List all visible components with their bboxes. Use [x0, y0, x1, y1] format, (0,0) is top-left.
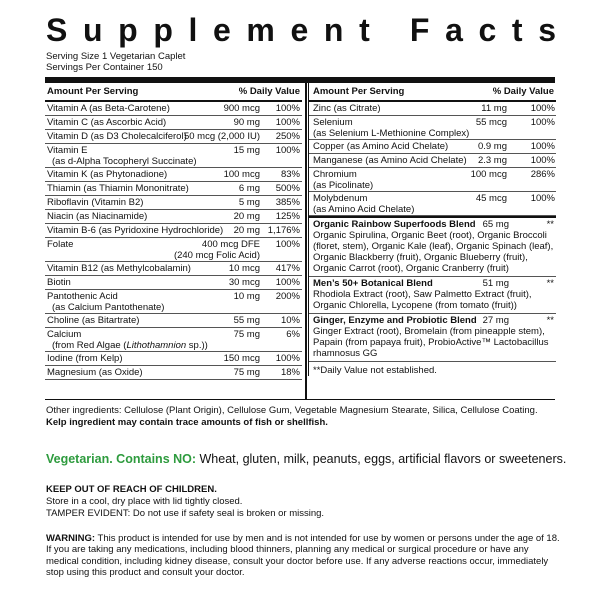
daily-value: 100%	[275, 353, 300, 364]
kelp-note: Kelp ingredient may contain trace amounts of fish or shellfish.	[46, 417, 328, 428]
nutrient-name	[47, 131, 187, 142]
daily-value: 100%	[530, 141, 555, 152]
blend-dv: **	[546, 315, 554, 326]
title-letter: m	[246, 12, 275, 48]
nutrient-label: Vitamin D (as D3 Cholecalciferol)	[47, 131, 187, 142]
blend-ingredients: Organic Spirulina, Organic Beet (root), Organic Broccoli (floret, stem), Organic Kale (leaf), Organic Spinach (leaf), Organic Blackberry (fruit), Organic Blueberry (fruit), Organic Carrot (root), Organic Cranberry (fruit)	[313, 230, 554, 274]
amount-header: Amount Per Serving	[313, 86, 405, 97]
dv-header: % Daily Value	[492, 86, 554, 97]
daily-value: 10%	[280, 315, 300, 326]
daily-value: 100%	[530, 117, 555, 128]
nutrient-amount	[478, 141, 507, 152]
blend-dv: **	[546, 219, 554, 230]
nutrient-amount	[471, 169, 507, 180]
daily-value: 250%	[275, 131, 300, 142]
left-row	[45, 238, 302, 262]
title-letter	[385, 12, 394, 48]
amount-value: 75 mg	[233, 329, 260, 340]
right-header	[309, 83, 556, 102]
daily-value: 200%	[275, 291, 300, 302]
right-row	[309, 102, 556, 116]
daily-value: 83%	[280, 169, 300, 180]
left-row	[45, 366, 302, 380]
nutrient-label: Vitamin B12 (as Methylcobalamin)	[47, 263, 191, 274]
amount-value: 90 mg	[233, 117, 260, 128]
title-letter: c	[478, 12, 497, 48]
nutrient-label: Vitamin A (as Beta-Carotene)	[47, 103, 170, 114]
amount-value: 55 mg	[233, 315, 260, 326]
other-ingredients: Other ingredients: Cellulose (Plant Origin), Cellulose Gum, Vegetable Magnesium Stearate, Silica, Cellulose Coating.	[46, 405, 538, 416]
blend-ingredients: Ginger Extract (root), Bromelain (from pineapple stem), Papain (from papaya fruit), ProbioActive™ Lactobacillus rhamnosus GG	[313, 326, 549, 359]
nutrient-source: (as Selenium L-Methionine Complex)	[313, 128, 470, 139]
nutrient-label: Manganese (as Amino Acid Chelate)	[313, 155, 467, 166]
daily-value: 286%	[530, 169, 555, 180]
blend-name: Ginger, Enzyme and Probiotic Blend	[313, 315, 477, 326]
vegetarian-label: Vegetarian. Contains NO:	[46, 452, 197, 466]
nutrient-name	[47, 367, 143, 378]
amount-value: 150 mcg	[223, 353, 260, 364]
amount-value: 55 mcg	[475, 117, 507, 128]
amount-value: 30 mcg	[228, 277, 260, 288]
title-letter: l	[188, 12, 198, 48]
nutrient-label: Magnesium (as Oxide)	[47, 367, 143, 378]
nutrient-label: Selenium	[313, 117, 353, 128]
storage-notice: Store in a cool, dry place with lid tightly closed.	[46, 496, 243, 507]
amount-value: 0.9 mg	[477, 141, 507, 152]
nutrient-label: Vitamin K (as Phytonadione)	[47, 169, 168, 180]
nutrient-name	[47, 103, 170, 114]
title-letter: p	[118, 12, 138, 48]
nutrient-label: Zinc (as Citrate)	[313, 103, 381, 114]
left-row	[45, 144, 302, 168]
nutrient-amount	[184, 131, 260, 142]
nutrient-label: Thiamin (as Thiamin Mononitrate)	[47, 183, 189, 194]
nutrient-name	[313, 169, 373, 191]
nutrient-name	[313, 155, 467, 166]
right-row	[309, 192, 556, 216]
left-row	[45, 102, 302, 116]
nutrient-name	[47, 197, 143, 208]
left-rows	[45, 102, 302, 380]
warning-notice	[46, 533, 561, 578]
title-letter: F	[409, 12, 430, 48]
nutrient-name	[47, 277, 71, 288]
amount-value: 45 mcg	[475, 193, 507, 204]
daily-value: 100%	[530, 155, 555, 166]
nutrient-label: Pantothenic Acid	[47, 291, 118, 302]
title-letter: S	[46, 12, 68, 48]
nutrient-amount	[234, 145, 260, 156]
amount-value: 20 mg	[233, 225, 260, 236]
source-species: Lithothamnion	[126, 340, 187, 351]
left-row	[45, 210, 302, 224]
nutrient-amount	[478, 155, 507, 166]
right-row	[309, 116, 556, 140]
nutrient-amount	[476, 117, 507, 128]
nutrient-label: Vitamin E	[47, 145, 88, 156]
left-row	[45, 168, 302, 182]
nutrient-amount	[239, 183, 260, 194]
warning-text: This product is intended for use by men and is not intended for use by women or persons under the age of 18. If you are taking any medications, including blood thinners, planning any medical or surgical procedure or have any medical condition, including kidney disease, consult your doctor before use. If any adverse reactions occur, immediately stop using this product and consult your doctor.	[46, 533, 560, 578]
left-row	[45, 196, 302, 210]
serving-size: Serving Size 1 Vegetarian Caplet	[46, 51, 186, 62]
nutrient-name	[47, 239, 73, 250]
nutrient-amount	[234, 367, 260, 378]
blend-amount: 51 mg	[482, 278, 509, 289]
nutrient-amount	[224, 353, 260, 364]
nutrient-label: Riboflavin (Vitamin B2)	[47, 197, 144, 208]
vegetarian-text: Wheat, gluten, milk, peanuts, eggs, artificial flavors or sweeteners.	[196, 452, 567, 466]
blend-row	[309, 314, 556, 362]
daily-value: 100%	[275, 239, 300, 250]
nutrient-amount	[481, 103, 507, 114]
nutrient-amount	[229, 263, 260, 274]
nutrient-source: (as d-Alpha Tocopheryl Succinate)	[52, 156, 197, 167]
blend-ingredients: Rhodiola Extract (root), Saw Palmetto Extract (fruit), Organic Chlorella, Lycopene (from tomato (fruit))	[313, 289, 532, 311]
amount-value: 11 mg	[481, 103, 507, 114]
nutrient-name	[47, 183, 189, 194]
supplement-facts-title	[46, 12, 556, 48]
title-letter: t	[511, 12, 523, 48]
blend-amount: 27 mg	[482, 315, 509, 326]
nutrient-name	[47, 169, 167, 180]
title-letter: p	[153, 12, 173, 48]
nutrient-source	[47, 340, 208, 351]
daily-value: 385%	[275, 197, 300, 208]
blend-header	[313, 315, 554, 326]
amount-value: 2.3 mg	[477, 155, 507, 166]
left-row	[45, 290, 302, 314]
column-divider	[305, 83, 307, 399]
amount-value: 10 mg	[233, 291, 260, 302]
vegetarian-statement	[46, 452, 566, 466]
nutrient-name	[313, 103, 381, 114]
title-letter: e	[290, 12, 309, 48]
nutrient-label: Vitamin B-6 (as Pyridoxine Hydrochloride)	[47, 225, 224, 236]
nutrient-amount	[234, 329, 260, 340]
nutrient-amount	[234, 291, 260, 302]
nutrient-label: Chromium	[313, 169, 357, 180]
nutrient-amount	[234, 117, 260, 128]
nutrient-source: (as Calcium Pantothenate)	[52, 302, 165, 313]
left-row	[45, 116, 302, 130]
source-text: sp.))	[186, 340, 208, 351]
nutrient-name	[47, 329, 208, 351]
nutrient-amount	[476, 193, 507, 204]
daily-value: 6%	[286, 329, 300, 340]
nutrient-amount	[234, 315, 260, 326]
title-letter: u	[82, 12, 103, 48]
blend-header	[313, 278, 554, 289]
daily-value: 500%	[275, 183, 300, 194]
blend-header	[313, 219, 554, 230]
title-letter: s	[538, 12, 556, 48]
daily-value: 100%	[275, 103, 300, 114]
source-text: (from Red Algae (	[52, 340, 127, 351]
nutrient-amount	[239, 197, 260, 208]
nutrient-name	[47, 145, 197, 167]
title-letter: t	[359, 12, 370, 48]
blend-name: Organic Rainbow Superfoods Blend	[313, 219, 476, 230]
amount-value: 400 mcg DFE	[201, 239, 260, 250]
nutrient-source: (as Amino Acid Chelate)	[313, 204, 415, 215]
nutrient-name	[47, 117, 166, 128]
amount-value: 5 mg	[238, 197, 260, 208]
serving-info	[46, 51, 185, 73]
daily-value: 100%	[530, 103, 555, 114]
daily-value: 100%	[275, 277, 300, 288]
blends	[309, 216, 556, 362]
right-row	[309, 168, 556, 192]
nutrient-label: Iodine (from Kelp)	[47, 353, 123, 364]
nutrient-amount	[174, 239, 260, 261]
left-row	[45, 314, 302, 328]
daily-value: 417%	[275, 263, 300, 274]
nutrient-name	[47, 353, 123, 364]
servings-per-container: Servings Per Container 150	[46, 62, 163, 73]
nutrient-name	[47, 291, 164, 313]
dv-header: % Daily Value	[238, 86, 300, 97]
daily-value: 100%	[530, 193, 555, 204]
nutrient-name	[313, 193, 414, 215]
blend-row	[309, 216, 556, 277]
daily-value: 100%	[275, 117, 300, 128]
nutrient-label: Copper (as Amino Acid Chelate)	[313, 141, 449, 152]
nutrient-label: Calcium	[47, 329, 82, 340]
right-row	[309, 140, 556, 154]
daily-value: 100%	[275, 145, 300, 156]
blend-dv: **	[546, 278, 554, 289]
amount-value: 100 mcg	[223, 169, 260, 180]
blend-name: Men’s 50+ Botanical Blend	[313, 278, 433, 289]
nutrient-name	[313, 117, 469, 139]
title-letter: a	[445, 12, 463, 48]
keep-out-notice: KEEP OUT OF REACH OF CHILDREN.	[46, 484, 217, 495]
left-row	[45, 276, 302, 290]
left-row	[45, 352, 302, 366]
daily-value: 18%	[280, 367, 300, 378]
right-column	[308, 83, 556, 376]
amount-detail: (240 mcg Folic Acid)	[173, 250, 260, 261]
left-header	[45, 83, 302, 102]
nutrient-amount	[224, 169, 260, 180]
amount-value: 6 mg	[238, 183, 260, 194]
amount-value: 900 mcg	[223, 103, 260, 114]
right-rows	[309, 102, 556, 216]
daily-value: 125%	[275, 211, 300, 222]
nutrient-name	[47, 315, 139, 326]
warning-label: WARNING:	[46, 533, 96, 544]
nutrient-amount	[224, 103, 260, 114]
amount-value: 100 mcg	[470, 169, 507, 180]
amount-value: 75 mg	[233, 367, 260, 378]
left-row	[45, 328, 302, 352]
right-row	[309, 154, 556, 168]
amount-value: 15 mg	[233, 145, 260, 156]
nutrient-name	[47, 263, 191, 274]
nutrient-label: Vitamin C (as Ascorbic Acid)	[47, 117, 167, 128]
nutrient-amount	[234, 211, 260, 222]
title-letter: e	[213, 12, 231, 48]
nutrient-label: Choline (as Bitartrate)	[47, 315, 140, 326]
nutrient-label: Biotin	[47, 277, 71, 288]
daily-value: 1,176%	[267, 225, 300, 236]
nutrient-label: Niacin (as Niacinamide)	[47, 211, 148, 222]
tamper-notice: TAMPER EVIDENT: Do not use if safety seal is broken or missing.	[46, 508, 325, 519]
nutrient-name	[47, 225, 223, 236]
nutrient-amount	[229, 277, 260, 288]
left-row	[45, 130, 302, 144]
blend-amount: 65 mg	[482, 219, 509, 230]
left-row	[45, 182, 302, 196]
dv-note: **Daily Value not established.	[313, 365, 437, 376]
facts-panel	[45, 77, 555, 400]
amount-value: 10 mcg	[228, 263, 260, 274]
amount-header: Amount Per Serving	[47, 86, 139, 97]
left-row	[45, 262, 302, 276]
left-column	[45, 83, 302, 380]
amount-value: 50 mcg (2,000 IU)	[183, 131, 260, 142]
nutrient-name	[47, 211, 147, 222]
left-row	[45, 224, 302, 238]
title-letter: n	[323, 12, 344, 48]
nutrient-name	[313, 141, 448, 152]
blend-row	[309, 277, 556, 314]
nutrient-label: Molybdenum	[313, 193, 368, 204]
nutrient-source: (as Picolinate)	[313, 180, 374, 191]
amount-value: 20 mg	[233, 211, 260, 222]
nutrient-amount	[234, 225, 260, 236]
nutrient-label: Folate	[47, 239, 74, 250]
